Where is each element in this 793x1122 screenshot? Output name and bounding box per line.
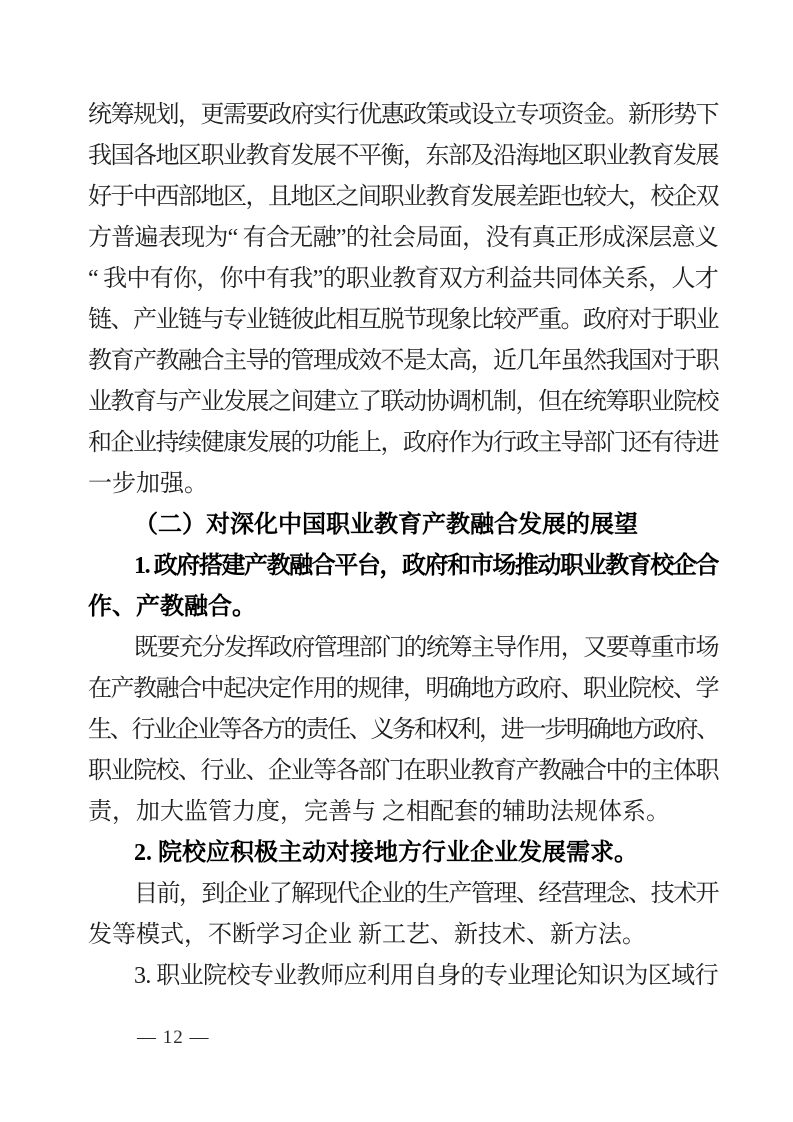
- text-line: 发等模式，不断学习企业 新工艺、新技术、新方法。: [88, 922, 646, 948]
- text-line: “ 我中有你，你中有我”的职业教育双方利益共同体关系，人才: [88, 266, 718, 292]
- text-line: （二）对深化中国职业教育产教融合发展的展望: [134, 512, 638, 538]
- text-line: 教育产教融合主导的管理成效不是太高，近几年虽然我国对于职: [88, 348, 718, 374]
- text-line: 链、产业链与专业链彼此相互脱节现象比较严重。政府对于职业: [88, 307, 718, 333]
- text-line: 在产教融合中起决定作用的规律，明确地方政府、职业院校、学: [88, 676, 718, 702]
- text-line: 业教育与产业发展之间建立了联动协调机制，但在统筹职业院校: [88, 389, 718, 415]
- text-line: 2. 院校应积极主动对接地方行业企业发展需求。: [134, 840, 638, 866]
- page-number: — 12 —: [137, 1027, 210, 1048]
- text-line: 方普遍表现为“ 有合无融”的社会局面，没有真正形成深层意义: [88, 225, 718, 251]
- text-line: 我国各地区职业教育发展不平衡，东部及沿海地区职业教育发展: [88, 143, 718, 169]
- text-line: 目前，到企业了解现代企业的生产管理、经营理念、技术开: [134, 881, 718, 907]
- text-line: 1. 政府搭建产教融合平台，政府和市场推动职业教育校企合: [134, 553, 718, 579]
- text-line: 既要充分发挥政府管理部门的统筹主导作用，又要尊重市场: [134, 635, 718, 661]
- text-line: 一步加强。: [88, 471, 208, 497]
- text-line: 职业院校、行业、企业等各部门在职业教育产教融合中的主体职: [88, 758, 718, 784]
- text-line: 责，加大监管力度，完善与 之相配套的辅助法规体系。: [88, 799, 670, 825]
- text-line: 好于中西部地区，且地区之间职业教育发展差距也较大，校企双: [88, 184, 718, 210]
- text-line: 和企业持续健康发展的功能上，政府作为行政主导部门还有待进: [88, 430, 718, 456]
- document-body: [88, 95, 718, 997]
- text-line: 统筹规划，更需要政府实行优惠政策或设立专项资金。新形势下: [88, 102, 718, 128]
- text-line: 3. 职业院校专业教师应利用自身的专业理论知识为区域行: [134, 963, 718, 989]
- text-line: 生、行业企业等各方的责任、义务和权利，进一步明确地方政府、: [88, 717, 718, 743]
- text-line: 作、产教融合。: [88, 594, 256, 620]
